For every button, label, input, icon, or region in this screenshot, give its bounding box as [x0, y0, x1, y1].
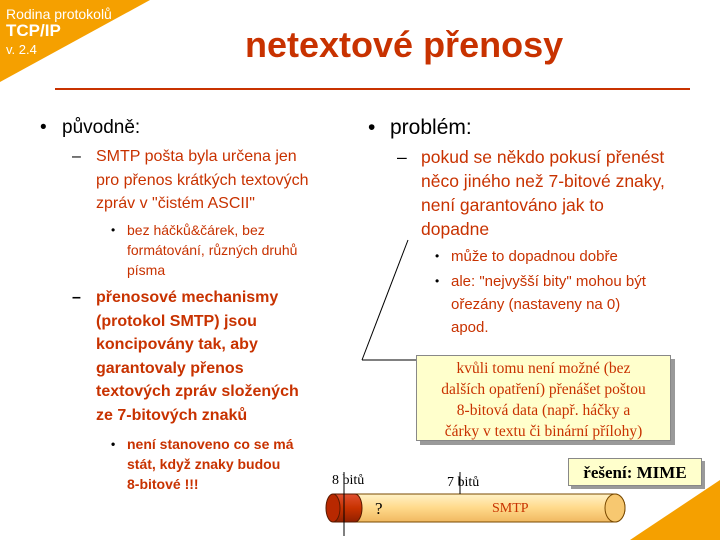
text-line: kvůli tomu není možné (bez: [456, 360, 631, 377]
text-line: stát, když znaky budou: [127, 456, 281, 472]
text-line: 8-bitová data (např. háčky a: [456, 402, 631, 419]
question-mark: ?: [375, 499, 383, 518]
text-line: zpráv v "čistém ASCII": [96, 195, 255, 212]
text-line: bez háčků&čárek, bez: [127, 222, 265, 238]
label-7bit: 7 bitů: [447, 475, 480, 490]
text-line: něco jiného než 7-bitové znaky,: [421, 171, 665, 191]
protocol-label: TCP/IP: [6, 21, 61, 40]
text-line: ale: "nejvyšší bity" mohou být: [451, 273, 646, 290]
text-line: může to dopadnou dobře: [451, 248, 618, 265]
bullet-icon: •: [111, 437, 116, 451]
dash-icon: –: [72, 148, 81, 165]
version-label: v. 2.4: [6, 42, 37, 57]
pipe-label: SMTP: [492, 501, 529, 516]
text-line: ze 7-bitových znaků: [96, 406, 248, 424]
text-line: garantovaly přenos: [96, 359, 244, 377]
text-line: dalších opatření) přenášet poštou: [441, 381, 646, 398]
text-line: není stanoveno co se má: [127, 436, 294, 452]
text-line: SMTP pošta byla určena jen: [96, 148, 297, 165]
solution-box: řešení: MIME: [568, 458, 702, 486]
eight-bit-plug-face: [326, 494, 340, 522]
bullet-icon: •: [435, 249, 440, 263]
text-line: textových zpráv složených: [96, 383, 299, 400]
dash-icon: –: [72, 289, 81, 306]
text-line: 8-bitové !!!: [127, 476, 199, 492]
text-line: písma: [127, 262, 166, 278]
text-line: není garantováno jak to: [421, 195, 604, 215]
bullet-icon: •: [111, 223, 116, 237]
text-line: apod.: [451, 319, 489, 336]
callout-pointer-line: [362, 240, 408, 360]
text-line: (protokol SMTP) jsou: [96, 312, 257, 330]
text-line: koncipovány tak, aby: [96, 336, 258, 353]
callout-note: [416, 355, 671, 441]
text-line: formátování, různých druhů: [127, 242, 298, 258]
bullet-icon: •: [368, 116, 376, 139]
left-heading: původně:: [62, 117, 141, 138]
text-line: přenosové mechanismy: [96, 289, 279, 306]
dash-icon: –: [397, 147, 407, 167]
bullet-icon: •: [40, 117, 47, 138]
text-line: dopadne: [421, 219, 490, 239]
page-title: netextové přenosy: [245, 24, 564, 65]
bullet-icon: •: [435, 274, 440, 288]
text-line: pokud se někdo pokusí přenést: [421, 147, 665, 167]
right-heading: problém:: [390, 116, 472, 139]
text-line: ořezány (nastaveny na 0): [451, 296, 621, 313]
text-line: pro přenos krátkých textových: [96, 171, 309, 189]
text-line: čárky v textu či binární přílohy): [444, 423, 643, 440]
label-8bit: 8 bitů: [332, 473, 365, 488]
smtp-pipe-end: [605, 494, 625, 522]
series-label: Rodina protokolů: [6, 6, 112, 22]
